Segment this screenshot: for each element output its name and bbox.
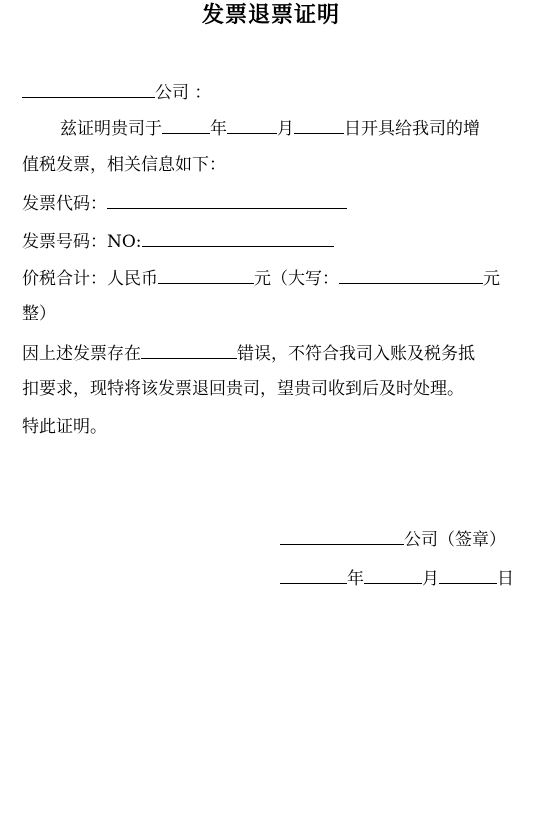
intro-day-rest: 日开具给我司的增	[344, 119, 480, 139]
invoice-code-line	[22, 191, 347, 215]
sign-day-blank[interactable]	[439, 566, 497, 584]
page-title: 发票退票证明	[201, 3, 340, 28]
closing-text: 特此证明。	[22, 417, 107, 437]
signature-company-blank[interactable]	[280, 527, 404, 545]
amount-end: 整）	[22, 304, 56, 324]
reason-prefix: 因上述发票存在	[22, 344, 141, 364]
intro-line	[22, 116, 480, 140]
signature-company-label: 公司（签章）	[404, 530, 506, 550]
amount-yuan-big: 元（大写：	[254, 269, 339, 289]
company-suffix: 公司 ：	[155, 83, 212, 103]
error-type-blank[interactable]	[141, 341, 237, 359]
amount-words-blank[interactable]	[339, 266, 483, 284]
invoice-number-blank[interactable]	[142, 229, 334, 247]
sign-year-label: 年	[347, 569, 364, 589]
issue-day-blank[interactable]	[294, 116, 344, 134]
amount-label: 价税合计：人民币	[22, 269, 158, 289]
intro-line-2: 值税发票，相关信息如下：	[22, 155, 226, 175]
month-label: 月	[277, 119, 294, 139]
sign-month-label: 月	[422, 569, 439, 589]
signature-company-line	[280, 527, 506, 551]
amount-line	[22, 266, 500, 290]
amount-yuan: 元	[483, 269, 500, 289]
invoice-number-label: 发票号码：NO:	[22, 232, 142, 252]
amount-blank[interactable]	[158, 266, 254, 284]
invoice-code-label: 发票代码：	[22, 194, 107, 214]
issue-month-blank[interactable]	[227, 116, 277, 134]
reason-line	[22, 341, 475, 365]
invoice-number-line	[22, 229, 334, 253]
reason-rest: 错误，不符合我司入账及税务抵	[237, 344, 475, 364]
sign-month-blank[interactable]	[364, 566, 422, 584]
sign-year-blank[interactable]	[280, 566, 347, 584]
invoice-code-blank[interactable]	[107, 191, 347, 209]
addressee-line	[22, 80, 211, 104]
signature-date-line	[280, 566, 514, 590]
intro-prefix: 兹证明贵司于	[60, 119, 162, 139]
sign-day-label: 日	[497, 569, 514, 589]
year-label: 年	[210, 119, 227, 139]
company-name-blank[interactable]	[22, 80, 155, 98]
reason-line-2: 扣要求，现特将该发票退回贵司，望贵司收到后及时处理。	[22, 379, 464, 399]
issue-year-blank[interactable]	[162, 116, 210, 134]
